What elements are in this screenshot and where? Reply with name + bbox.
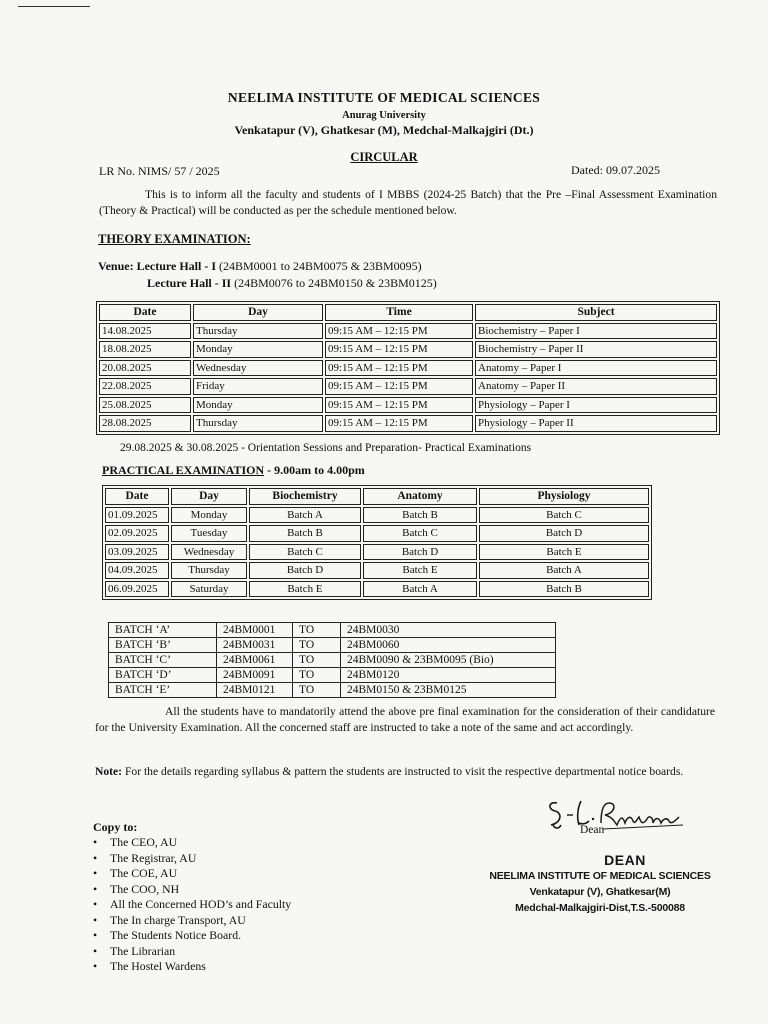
day-cell: Saturday bbox=[171, 581, 247, 598]
table-row bbox=[99, 341, 717, 358]
practical-table bbox=[102, 485, 652, 600]
day-cell: Thursday bbox=[193, 415, 323, 432]
document-type: CIRCULAR bbox=[350, 150, 418, 164]
batch-name: BATCH ‘B’ bbox=[109, 638, 217, 653]
time-cell: 09:15 AM – 12:15 PM bbox=[325, 415, 473, 432]
note-label: Note: bbox=[95, 765, 123, 778]
list-item bbox=[93, 913, 291, 929]
table-row bbox=[105, 562, 649, 579]
date-cell: 28.08.2025 bbox=[99, 415, 191, 432]
time-cell: 09:15 AM – 12:15 PM bbox=[325, 323, 473, 340]
batch-cell: Batch A bbox=[479, 562, 649, 579]
batch-cell: Batch B bbox=[363, 507, 477, 524]
batch-cell: Batch E bbox=[479, 544, 649, 561]
note-paragraph bbox=[95, 764, 715, 780]
table-row bbox=[109, 668, 556, 683]
list-item-label: The Registrar, AU bbox=[110, 850, 197, 865]
table-header-row bbox=[99, 304, 717, 321]
date-cell: 22.08.2025 bbox=[99, 378, 191, 395]
col-physiology: Physiology bbox=[479, 488, 649, 505]
venue2-hall: Lecture Hall - II bbox=[147, 276, 232, 290]
lr-number: LR No. NIMS/ 57 / 2025 bbox=[99, 164, 220, 178]
dean-label: Dean bbox=[580, 824, 605, 836]
practical-heading bbox=[102, 463, 365, 478]
batch-cell: Batch C bbox=[363, 525, 477, 542]
list-item bbox=[93, 944, 291, 960]
batch-cell: Batch D bbox=[479, 525, 649, 542]
batch-name: BATCH ‘D’ bbox=[109, 668, 217, 683]
batch-from: 24BM0001 bbox=[217, 623, 293, 638]
batch-cell: Batch C bbox=[249, 544, 361, 561]
batch-to: TO bbox=[293, 653, 341, 668]
list-item bbox=[93, 882, 291, 898]
bullet-icon: • bbox=[93, 881, 98, 896]
date-cell: 25.08.2025 bbox=[99, 397, 191, 414]
dean-stamp bbox=[480, 852, 720, 916]
stamp-title: DEAN bbox=[604, 852, 646, 868]
venue-label: Venue: bbox=[98, 259, 134, 273]
batch-until: 24BM0090 & 23BM0095 (Bio) bbox=[341, 653, 556, 668]
time-cell: 09:15 AM – 12:15 PM bbox=[325, 360, 473, 377]
list-item-label: The In charge Transport, AU bbox=[110, 912, 246, 927]
batch-from: 24BM0031 bbox=[217, 638, 293, 653]
list-item bbox=[93, 866, 291, 882]
date-cell: 14.08.2025 bbox=[99, 323, 191, 340]
list-item-label: The Students Notice Board. bbox=[110, 928, 242, 942]
batch-to: TO bbox=[293, 623, 341, 638]
table-row bbox=[105, 544, 649, 561]
list-item-label: The Librarian bbox=[110, 943, 176, 958]
table-row bbox=[109, 683, 556, 698]
table-row bbox=[99, 378, 717, 395]
table-row bbox=[99, 415, 717, 432]
date-cell: 04.09.2025 bbox=[105, 562, 169, 579]
day-cell: Thursday bbox=[171, 562, 247, 579]
note-text: For the details regarding syllabus & pattern the students are instructed to visit the respective departmental notice boards. bbox=[124, 765, 684, 778]
batch-to: TO bbox=[293, 683, 341, 698]
batch-name: BATCH ‘E’ bbox=[109, 683, 217, 698]
col-biochemistry: Biochemistry bbox=[249, 488, 361, 505]
institute-address: Venkatapur (V), Ghatkesar (M), Medchal-Malkajgiri (Dt.) bbox=[234, 123, 534, 137]
batch-cell: Batch B bbox=[249, 525, 361, 542]
bullet-icon: • bbox=[93, 850, 98, 865]
bullet-icon: • bbox=[93, 897, 98, 911]
table-row bbox=[99, 397, 717, 414]
date-cell: 20.08.2025 bbox=[99, 360, 191, 377]
subject-cell: Physiology – Paper I bbox=[475, 397, 717, 414]
col-anatomy: Anatomy bbox=[363, 488, 477, 505]
list-item-label: The COE, AU bbox=[110, 866, 178, 880]
venue1-range: (24BM0001 to 24BM0075 & 23BM0095) bbox=[219, 259, 422, 273]
col-time: Time bbox=[325, 304, 473, 321]
batch-name: BATCH ‘A’ bbox=[109, 623, 217, 638]
col-subject: Subject bbox=[475, 304, 717, 321]
date-cell: 03.09.2025 bbox=[105, 544, 169, 561]
date-cell: 01.09.2025 bbox=[105, 507, 169, 524]
closing-paragraph: All the students have to mandatorily attend the above pre final examination for the consideration of their candidature for the University Examination. All the concerned staff are instructed to take a note of the same and act accordingly. bbox=[95, 705, 715, 734]
subject-cell: Biochemistry – Paper II bbox=[475, 341, 717, 358]
theory-table bbox=[96, 301, 720, 435]
col-day: Day bbox=[193, 304, 323, 321]
batch-cell: Batch E bbox=[363, 562, 477, 579]
venue2-range: (24BM0076 to 24BM0150 & 23BM0125) bbox=[234, 276, 437, 290]
batch-cell: Batch D bbox=[363, 544, 477, 561]
stamp-line: NEELIMA INSTITUTE OF MEDICAL SCIENCES bbox=[489, 870, 711, 882]
list-item bbox=[93, 928, 291, 944]
col-date: Date bbox=[105, 488, 169, 505]
date-cell: 18.08.2025 bbox=[99, 341, 191, 358]
batch-until: 24BM0060 bbox=[341, 638, 556, 653]
table-row bbox=[99, 360, 717, 377]
bullet-icon: • bbox=[93, 835, 98, 849]
bullet-icon: • bbox=[93, 959, 98, 973]
batch-until: 24BM0030 bbox=[341, 623, 556, 638]
batch-to: TO bbox=[293, 638, 341, 653]
list-item bbox=[93, 897, 291, 913]
copy-to-title: Copy to: bbox=[93, 820, 138, 834]
table-row bbox=[109, 623, 556, 638]
time-cell: 09:15 AM – 12:15 PM bbox=[325, 341, 473, 358]
day-cell: Monday bbox=[171, 507, 247, 524]
batch-table bbox=[108, 622, 556, 698]
intro-paragraph: This is to inform all the faculty and students of I MBBS (2024-25 Batch) that the Pre –Final Assessment Examination (Theory & Practical) will be conducted as per the schedule mentioned below. bbox=[99, 188, 717, 217]
subject-cell: Anatomy – Paper II bbox=[475, 378, 717, 395]
university-name: Anurag University bbox=[342, 110, 426, 121]
list-item-label: The COO, NH bbox=[110, 881, 180, 896]
day-cell: Monday bbox=[193, 397, 323, 414]
list-item-label: All the Concerned HOD’s and Faculty bbox=[110, 897, 292, 911]
batch-cell: Batch B bbox=[479, 581, 649, 598]
list-item bbox=[93, 835, 291, 851]
batch-cell: Batch A bbox=[249, 507, 361, 524]
batch-until: 24BM0150 & 23BM0125 bbox=[341, 683, 556, 698]
venue-line-2 bbox=[147, 276, 437, 291]
day-cell: Tuesday bbox=[171, 525, 247, 542]
batch-cell: Batch D bbox=[249, 562, 361, 579]
venue-line-1 bbox=[98, 259, 422, 274]
stamp-line: Venkatapur (V), Ghatkesar(M) bbox=[529, 886, 671, 898]
subject-cell: Physiology – Paper II bbox=[475, 415, 717, 432]
table-row bbox=[105, 525, 649, 542]
batch-cell: Batch A bbox=[363, 581, 477, 598]
date-cell: 02.09.2025 bbox=[105, 525, 169, 542]
institute-name: NEELIMA INSTITUTE OF MEDICAL SCIENCES bbox=[227, 90, 541, 105]
list-item bbox=[93, 851, 291, 867]
day-cell: Wednesday bbox=[193, 360, 323, 377]
bullet-icon: • bbox=[93, 943, 98, 958]
theory-title: THEORY EXAMINATION: bbox=[98, 232, 251, 246]
batch-name: BATCH ‘C’ bbox=[109, 653, 217, 668]
bullet-icon: • bbox=[93, 912, 98, 927]
venue1-hall: Lecture Hall - I bbox=[136, 259, 216, 273]
subject-cell: Anatomy – Paper I bbox=[475, 360, 717, 377]
subject-cell: Biochemistry – Paper I bbox=[475, 323, 717, 340]
time-cell: 09:15 AM – 12:15 PM bbox=[325, 397, 473, 414]
day-cell: Monday bbox=[193, 341, 323, 358]
date-line: Dated: 09.07.2025 bbox=[571, 163, 660, 177]
bullet-icon: • bbox=[93, 928, 98, 942]
batch-from: 24BM0061 bbox=[217, 653, 293, 668]
day-cell: Friday bbox=[193, 378, 323, 395]
batch-cell: Batch E bbox=[249, 581, 361, 598]
list-item bbox=[93, 959, 291, 975]
batch-until: 24BM0120 bbox=[341, 668, 556, 683]
batch-from: 24BM0121 bbox=[217, 683, 293, 698]
list-item-label: The Hostel Wardens bbox=[110, 959, 206, 973]
table-header-row bbox=[105, 488, 649, 505]
orientation-note: 29.08.2025 & 30.08.2025 - Orientation Sessions and Preparation- Practical Examinations bbox=[120, 442, 532, 454]
practical-title: PRACTICAL EXAMINATION bbox=[102, 463, 265, 477]
day-cell: Thursday bbox=[193, 323, 323, 340]
top-rule bbox=[18, 6, 90, 7]
table-row bbox=[109, 653, 556, 668]
table-row bbox=[109, 638, 556, 653]
table-row bbox=[99, 323, 717, 340]
table-row bbox=[105, 507, 649, 524]
batch-to: TO bbox=[293, 668, 341, 683]
copy-to-list bbox=[93, 835, 291, 975]
col-day: Day bbox=[171, 488, 247, 505]
date-cell: 06.09.2025 bbox=[105, 581, 169, 598]
list-item-label: The CEO, AU bbox=[110, 835, 178, 849]
day-cell: Wednesday bbox=[171, 544, 247, 561]
bullet-icon: • bbox=[93, 866, 98, 880]
practical-timing: - 9.00am to 4.00pm bbox=[267, 463, 365, 477]
dean-signature bbox=[543, 795, 693, 835]
table-row bbox=[105, 581, 649, 598]
batch-from: 24BM0091 bbox=[217, 668, 293, 683]
stamp-line: Medchal-Malkajgiri-Dist,T.S.-500088 bbox=[515, 902, 685, 914]
col-date: Date bbox=[99, 304, 191, 321]
time-cell: 09:15 AM – 12:15 PM bbox=[325, 378, 473, 395]
batch-cell: Batch C bbox=[479, 507, 649, 524]
